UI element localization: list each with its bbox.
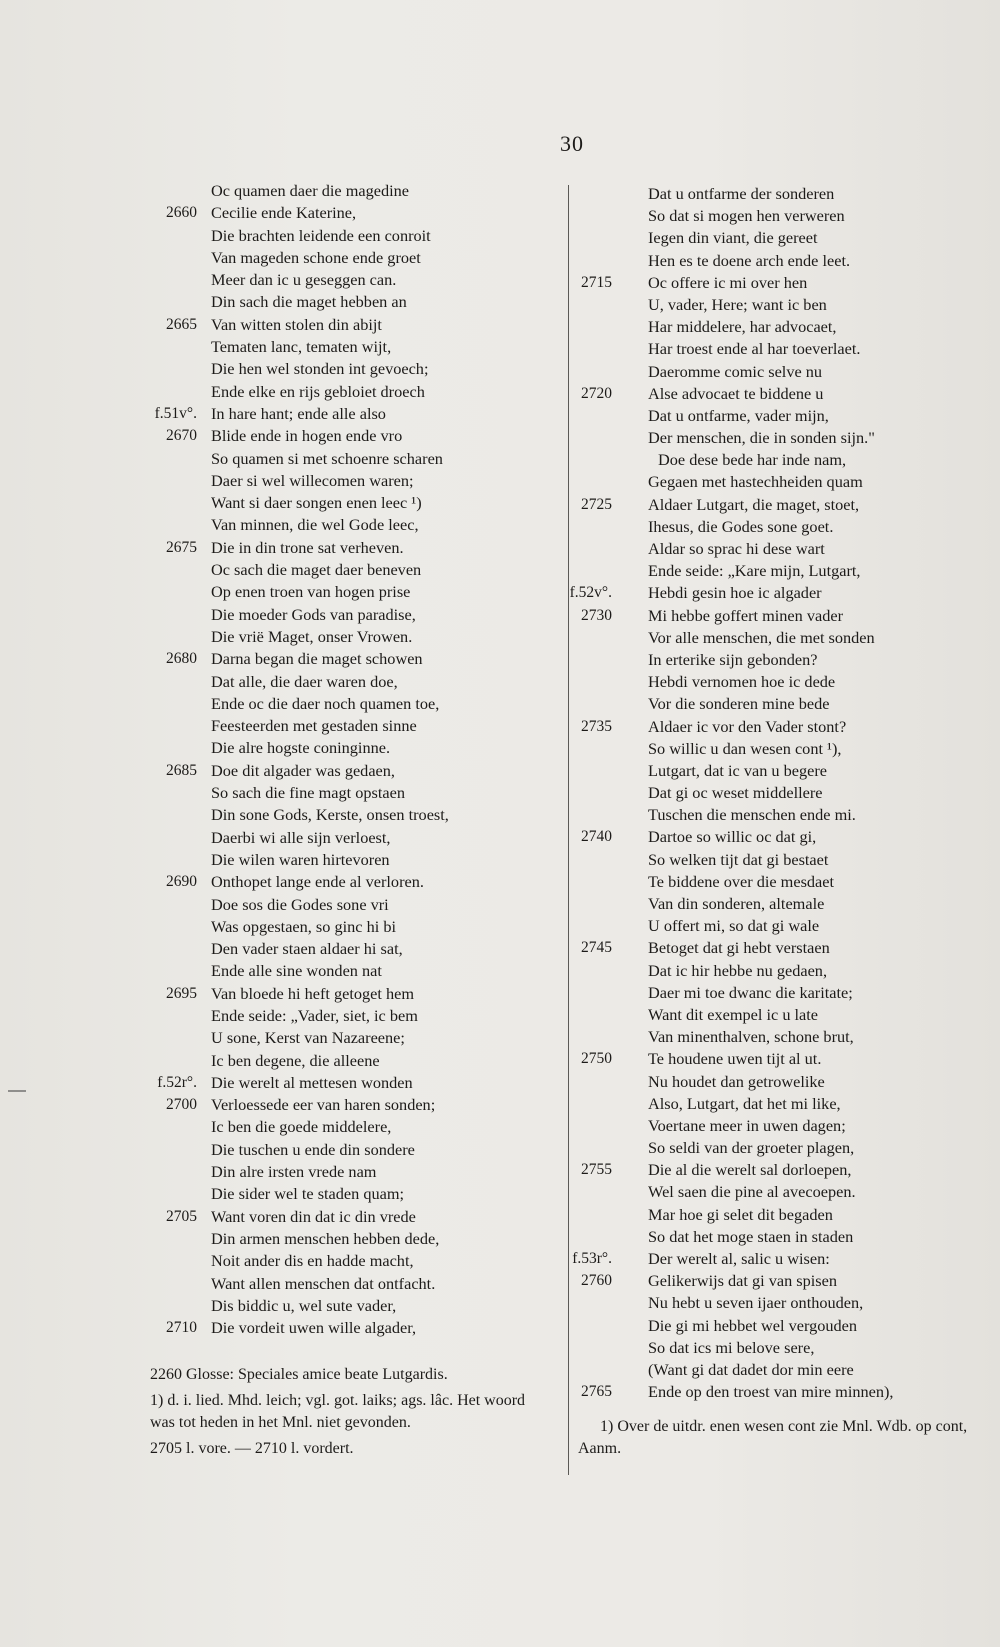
verse-line	[578, 338, 988, 360]
verse-text: Van din sonderen, altemale	[648, 894, 825, 913]
verse-text: Want si daer songen enen leec ¹)	[211, 493, 422, 513]
verse-text: Ende seide: „Vader, siet, ic bem	[211, 1005, 418, 1025]
verse-text: Voertane meer in uwen dagen;	[648, 1115, 846, 1135]
line-number: 2705	[166, 1207, 197, 1225]
verse-line	[578, 1181, 988, 1203]
verse-text: Darna began die maget schowen	[211, 649, 423, 669]
verse-line	[578, 937, 988, 959]
line-number: 2675	[166, 538, 197, 556]
verse-line	[572, 1248, 988, 1270]
verse-text: Meer dan ic u geseggen can.	[211, 270, 397, 290]
verse-text: Aldar so sprac hi dese wart	[648, 539, 825, 558]
verse-text: In erterike sijn gebonden?	[648, 649, 818, 669]
verse-text: Dat ic hir hebbe nu gedaen,	[648, 960, 828, 980]
verse-line	[578, 361, 988, 383]
verse-text: Ende op den troest van mire minnen),	[648, 1382, 894, 1402]
verse-text: Nu houdet dan getrowelike	[648, 1071, 825, 1091]
verse-line	[578, 1270, 988, 1292]
verse-text: Van minnen, die wel Gode leec,	[211, 515, 419, 535]
line-number: 2670	[166, 427, 197, 445]
verse-text: Dartoe so willic oc dat gi,	[648, 827, 817, 847]
verse-line	[578, 871, 988, 893]
verse-text: Die vordeit uwen wille algader,	[211, 1318, 417, 1338]
verse-text: Van minenthalven, schone brut,	[648, 1027, 854, 1047]
verse-line	[578, 1381, 988, 1403]
verse-text: Alse advocaet te biddene u	[648, 383, 824, 403]
line-number: 2755	[581, 1161, 612, 1179]
verse-line	[578, 383, 988, 405]
verse-text: Was opgestaen, so ginc hi bi	[211, 916, 396, 936]
verse-line	[578, 560, 988, 582]
verse-text: Dis biddic u, wel sute vader,	[211, 1295, 397, 1315]
verse-text: Nu hebt u seven ijaer onthouden,	[648, 1293, 864, 1313]
verse-line	[578, 1004, 988, 1026]
verse-line	[578, 494, 988, 516]
verse-line	[578, 250, 988, 272]
verse-text: Lutgart, dat ic van u begere	[648, 760, 828, 780]
line-number: 2660	[166, 204, 197, 222]
line-number: 2740	[581, 828, 612, 846]
right-verse-column	[569, 183, 988, 1403]
verse-line	[148, 1228, 548, 1250]
verse-line	[578, 405, 988, 427]
verse-text: Die brachten leidende een conroit	[211, 225, 431, 245]
verse-text: Tuschen die menschen ende mi.	[648, 805, 856, 825]
verse-text: Hen es te doene arch ende leet.	[648, 250, 851, 270]
verse-text: Doe dese bede har inde nam,	[658, 450, 847, 470]
verse-text: Dat alle, die daer waren doe,	[211, 671, 398, 691]
verse-text: Die in din trone sat verheven.	[211, 537, 404, 557]
verse-text: Daerbi wi alle sijn verloest,	[211, 827, 391, 847]
line-number: 2690	[166, 873, 197, 891]
verse-line	[578, 1071, 988, 1093]
verse-line	[148, 1050, 548, 1072]
verse-line	[578, 227, 988, 249]
verse-text: Din sone Gods, Kerste, onsen troest,	[211, 805, 449, 825]
footnote-1-right: 1) Over de uitdr. enen wesen cont zie Mnl. Wdb. op cont, Aanm.	[578, 1418, 968, 1457]
verse-line	[148, 1116, 548, 1138]
verse-text: Blide ende in hogen ende vro	[211, 426, 403, 446]
verse-line	[148, 225, 548, 247]
verse-line	[578, 183, 988, 205]
verse-line	[148, 827, 548, 849]
footnotes-left	[150, 1364, 550, 1460]
line-number: 2725	[581, 495, 612, 513]
verse-line	[148, 1005, 548, 1027]
verse-line	[148, 782, 548, 804]
line-number: 2745	[581, 939, 612, 957]
verse-line	[148, 938, 548, 960]
verse-text: Ende elke en rijs gebloiet droech	[211, 381, 425, 401]
verse-text: Dat u ontfarme, vader mijn,	[648, 405, 829, 425]
verse-line	[578, 449, 988, 471]
verse-text: So dat het moge staen in staden	[648, 1226, 854, 1246]
verse-text: Din armen menschen hebben dede,	[211, 1228, 440, 1248]
verse-line	[578, 671, 988, 693]
verse-line	[148, 269, 548, 291]
verse-line	[578, 1137, 988, 1159]
verse-text: Want dit exempel ic u late	[648, 1004, 819, 1024]
line-number: f.52v°.	[569, 584, 612, 602]
verse-text: Den vader staen aldaer hi sat,	[211, 939, 403, 959]
verse-line	[148, 804, 548, 826]
verse-line	[148, 403, 548, 425]
verse-text: Oc offere ic mi over hen	[648, 272, 808, 292]
verse-line	[148, 581, 548, 603]
verse-text: Daer mi toe dwanc die karitate;	[648, 982, 853, 1002]
verse-line	[578, 804, 988, 826]
verse-line	[148, 960, 548, 982]
verse-line	[578, 1115, 988, 1137]
line-number: 2695	[166, 984, 197, 1002]
verse-text: So dat ics mi belove sere,	[648, 1337, 815, 1357]
line-number: f.51v°.	[154, 404, 197, 422]
verse-line	[578, 1337, 988, 1359]
verse-line	[148, 737, 548, 759]
verse-line	[578, 893, 988, 915]
verse-text: Iegen din viant, die gereet	[648, 228, 818, 248]
verse-line	[148, 849, 548, 871]
footnote-1-left: 1) d. i. lied. Mhd. leich; vgl. got. laiks; ags. lâc. Het woord was tot heden in het Mnl. niet gevonden.	[150, 1392, 526, 1431]
verse-line	[148, 381, 548, 403]
verse-line	[148, 358, 548, 380]
verse-line	[578, 760, 988, 782]
footnote-corrections: 2705 l. vore. — 2710 l. vordert.	[150, 1440, 354, 1457]
verse-text: Mi hebbe goffert minen vader	[648, 605, 844, 625]
verse-text: Feesteerden met gestaden sinne	[211, 716, 417, 736]
line-number: 2680	[166, 650, 197, 668]
verse-line	[148, 1250, 548, 1272]
verse-text: Also, Lutgart, dat het mi like,	[648, 1093, 841, 1113]
verse-text: Aldaer Lutgart, die maget, stoet,	[648, 494, 860, 514]
verse-line	[148, 626, 548, 648]
verse-text: Der werelt al, salic u wisen:	[648, 1249, 830, 1268]
verse-text: Ende alle sine wonden nat	[211, 961, 382, 981]
verse-line	[148, 604, 548, 626]
verse-line	[148, 715, 548, 737]
verse-line	[578, 316, 988, 338]
verse-line	[148, 671, 548, 693]
line-number: f.52r°.	[157, 1073, 197, 1091]
verse-line	[148, 492, 548, 514]
verse-text: Op enen troen van hogen prise	[211, 582, 411, 602]
verse-text: Daer si wel willecomen waren;	[211, 470, 414, 490]
verse-text: Hebdi vernomen hoe ic dede	[648, 672, 836, 692]
verse-line	[578, 738, 988, 760]
verse-line	[578, 516, 988, 538]
verse-text: Har troest ende al har toeverlaet.	[648, 339, 861, 359]
verse-text: Van mageden schone ende groet	[211, 247, 421, 267]
line-number: 2765	[581, 1383, 612, 1401]
verse-text: So dat si mogen hen verweren	[648, 206, 845, 226]
verse-text: Dat gi oc weset middellere	[648, 783, 823, 803]
verse-line	[148, 1072, 548, 1094]
verse-text: So quamen si met schoenre scharen	[211, 448, 443, 468]
verse-line	[148, 247, 548, 269]
line-number: 2760	[581, 1272, 612, 1290]
verse-text: Die gi mi hebbet wel vergouden	[648, 1315, 858, 1335]
footnote-gloss: 2260 Glosse: Speciales amice beate Lutgardis.	[150, 1366, 448, 1383]
verse-line	[148, 1206, 548, 1228]
verse-line	[148, 448, 548, 470]
verse-text: Noit ander dis en hadde macht,	[211, 1251, 414, 1271]
verse-text: Want voren din dat ic din vrede	[211, 1206, 416, 1226]
verse-text: So willic u dan wesen cont ¹),	[648, 738, 842, 758]
verse-line	[578, 471, 988, 493]
verse-line	[148, 336, 548, 358]
verse-line	[578, 1048, 988, 1070]
verse-text: Van witten stolen din abijt	[211, 314, 382, 334]
verse-text: Te biddene over die mesdaet	[648, 871, 835, 891]
verse-line	[578, 1359, 988, 1381]
verse-text: Betoget dat gi hebt verstaen	[648, 938, 830, 958]
verse-line	[578, 605, 988, 627]
verse-text: U, vader, Here; want ic ben	[648, 294, 827, 314]
verse-text: Die moeder Gods van paradise,	[211, 604, 416, 624]
verse-text: U sone, Kerst van Nazareene;	[211, 1028, 405, 1048]
verse-line	[578, 294, 988, 316]
verse-line	[578, 982, 988, 1004]
verse-text: Die sider wel te staden quam;	[211, 1184, 405, 1204]
verse-text: Aldaer ic vor den Vader stont?	[648, 716, 847, 736]
verse-text: Doe dit algader was gedaen,	[211, 760, 395, 780]
verse-text: So seldi van der groeter plagen,	[648, 1138, 855, 1158]
verse-text: Din alre irsten vrede nam	[211, 1162, 377, 1182]
verse-line	[148, 894, 548, 916]
verse-text: Ic ben die goede middelere,	[211, 1117, 392, 1137]
verse-line	[148, 559, 548, 581]
verse-text: Dat u ontfarme der sonderen	[648, 184, 835, 203]
verse-line	[578, 716, 988, 738]
verse-text: Die alre hogste coninginne.	[211, 738, 391, 758]
line-number: 2750	[581, 1050, 612, 1068]
verse-text: Die werelt al mettesen wonden	[211, 1072, 413, 1092]
line-number: f.53r°.	[572, 1250, 612, 1267]
verse-line	[578, 272, 988, 294]
verse-text: Vor alle menschen, die met sonden	[648, 627, 875, 647]
verse-line	[578, 849, 988, 871]
verse-text: Mar hoe gi selet dit begaden	[648, 1204, 833, 1224]
verse-line	[148, 514, 548, 536]
verse-text: Gegaen met hastechheiden quam	[648, 472, 863, 492]
line-number: 2685	[166, 761, 197, 779]
line-number: 2735	[581, 717, 612, 735]
verse-line	[148, 470, 548, 492]
verse-line	[148, 1139, 548, 1161]
verse-line	[578, 1204, 988, 1226]
verse-line	[148, 1183, 548, 1205]
verse-text: Te houdene uwen tijt al ut.	[648, 1049, 822, 1069]
line-number: 2720	[581, 384, 612, 402]
verse-text: Der menschen, die in sonden sijn."	[648, 428, 875, 448]
verse-line	[148, 180, 548, 202]
verse-text: Doe sos die Godes sone vri	[211, 894, 389, 914]
left-verse-column	[148, 180, 548, 1339]
verse-text: Oc sach die maget daer beneven	[211, 560, 422, 580]
verse-text: Oc quamen daer die magedine	[211, 181, 409, 200]
verse-text: Din sach die maget hebben an	[211, 292, 407, 312]
verse-text: Ihesus, die Godes sone goet.	[648, 516, 834, 536]
verse-text: So sach die fine magt opstaen	[211, 783, 405, 803]
verse-text: Ic ben degene, die alleene	[211, 1050, 380, 1070]
verse-line	[578, 782, 988, 804]
verse-text: Want allen menschen dat ontfacht.	[211, 1273, 436, 1293]
verse-line	[148, 537, 548, 559]
line-number: 2715	[581, 273, 612, 291]
line-number: 2710	[166, 1319, 197, 1337]
verse-text: Ende oc die daer noch quamen toe,	[211, 693, 440, 713]
verse-text: Cecilie ende Katerine,	[211, 203, 357, 223]
line-number: 2730	[581, 606, 612, 624]
verse-line	[148, 693, 548, 715]
verse-line	[148, 1027, 548, 1049]
verse-text: (Want gi dat dadet dor min eere	[648, 1359, 854, 1379]
verse-line	[148, 425, 548, 447]
verse-line	[578, 1159, 988, 1181]
verse-text: Die al die werelt sal dorloepen,	[648, 1160, 852, 1180]
verse-line	[148, 1317, 548, 1339]
footnotes-right	[578, 1416, 978, 1460]
verse-line	[148, 1295, 548, 1317]
verse-line	[569, 582, 988, 604]
verse-line	[578, 1315, 988, 1337]
verse-line	[578, 649, 988, 671]
verse-line	[578, 538, 988, 560]
verse-line	[578, 627, 988, 649]
verse-text: Vor die sonderen mine bede	[648, 694, 830, 714]
verse-text: Ende seide: „Kare mijn, Lutgart,	[648, 561, 861, 581]
verse-line	[148, 314, 548, 336]
verse-line	[148, 916, 548, 938]
verse-text: So welken tijt dat gi bestaet	[648, 849, 829, 869]
verse-text: Daeromme comic selve nu	[648, 361, 823, 381]
verse-text: Gelikerwijs dat gi van spisen	[648, 1271, 838, 1291]
verse-text: U offert mi, so dat gi wale	[648, 916, 820, 936]
verse-line	[578, 915, 988, 937]
verse-line	[578, 205, 988, 227]
verse-line	[578, 1093, 988, 1115]
verse-text: Tematen lanc, tematen wijt,	[211, 337, 392, 357]
verse-line	[148, 760, 548, 782]
verse-line	[578, 427, 988, 449]
verse-line	[148, 648, 548, 670]
verse-text: Die vrië Maget, onser Vrowen.	[211, 626, 413, 646]
verse-line	[148, 291, 548, 313]
verse-text: Die wilen waren hirtevoren	[211, 849, 390, 869]
verse-text: Hebdi gesin hoe ic algader	[648, 583, 822, 603]
verse-text: Die hen wel stonden int gevoech;	[211, 359, 429, 379]
verse-line	[578, 1226, 988, 1248]
verse-line	[578, 960, 988, 982]
verse-line	[148, 1094, 548, 1116]
verse-text: Verloessede eer van haren sonden;	[211, 1095, 436, 1115]
verse-line	[148, 1273, 548, 1295]
verse-text: Die tuschen u ende din sondere	[211, 1139, 415, 1159]
line-number: 2700	[166, 1096, 197, 1114]
verse-text: Wel saen die pine al avecoepen.	[648, 1182, 856, 1202]
verse-line	[578, 1026, 988, 1048]
verse-line	[148, 983, 548, 1005]
verse-line	[148, 202, 548, 224]
verse-line	[148, 871, 548, 893]
verse-line	[148, 1161, 548, 1183]
margin-mark	[8, 1090, 26, 1092]
verse-line	[578, 826, 988, 848]
verse-text: Har middelere, har advocaet,	[648, 317, 837, 337]
verse-text: Onthopet lange ende al verloren.	[211, 872, 424, 892]
line-number: 2665	[166, 315, 197, 333]
verse-line	[578, 1292, 988, 1314]
verse-text: In hare hant; ende alle also	[211, 403, 386, 423]
page-number: 30	[560, 131, 584, 156]
verse-text: Van bloede hi heft getoget hem	[211, 983, 414, 1003]
verse-line	[578, 693, 988, 715]
